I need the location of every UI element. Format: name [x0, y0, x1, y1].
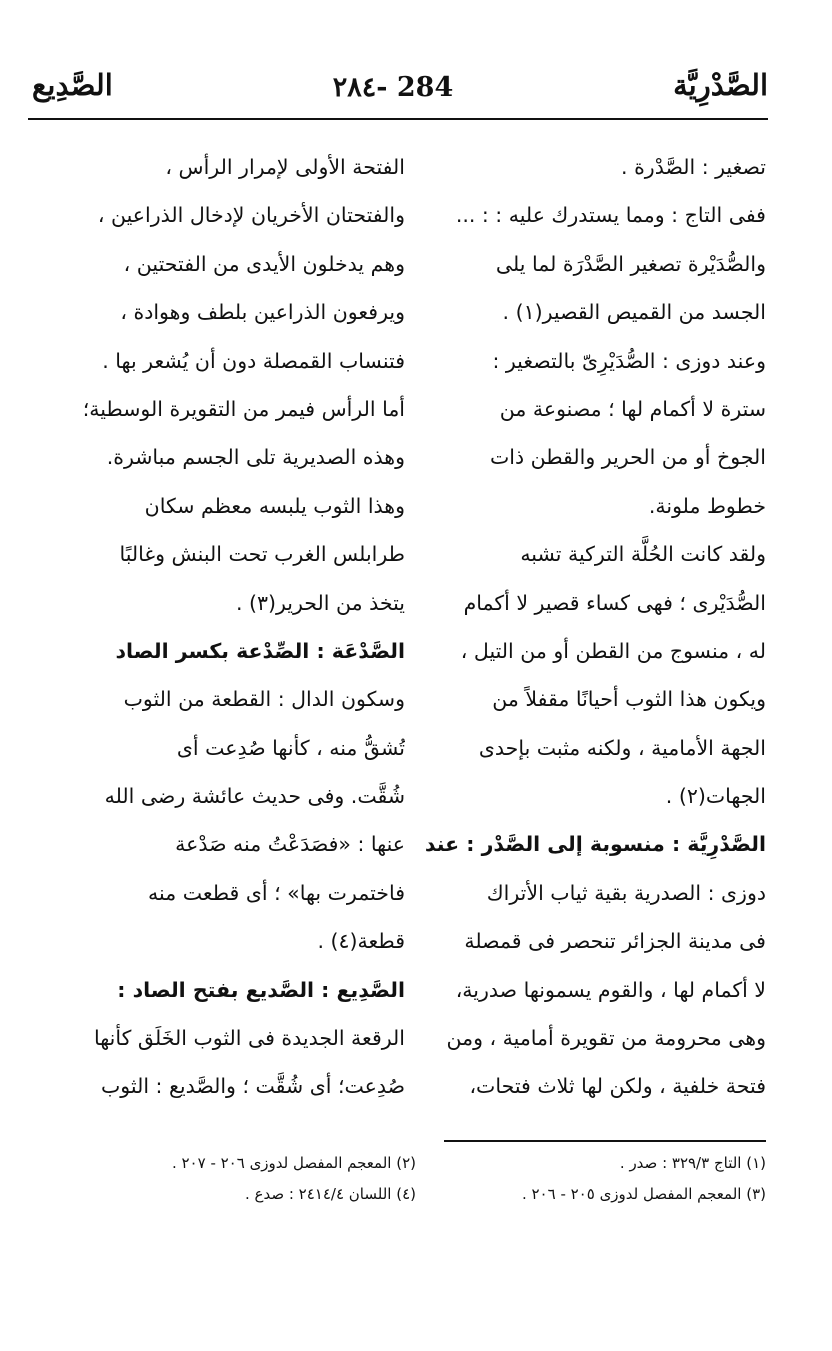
text-line: ولقد كانت الحُلَّة التركية تشبه [520, 542, 766, 567]
footnote-1: (١) التاج ٣٢٩/٣ : صدر . [619, 1154, 766, 1172]
text-line: والصُّدَيْرة تصغير الصَّدْرَة لما يلى [495, 251, 766, 276]
text-line: طرابلس الغرب تحت البنش وغالبًا [119, 542, 405, 567]
text-line: خطوط ملونة. [648, 493, 766, 518]
text-line: الصُّدَيْرى ؛ فهى كساء قصير لا أكمام [463, 590, 766, 615]
text-line: عنها : «فصَدَعْتُ منه صَدْعة [175, 832, 405, 857]
text-line: الجهة الأمامية ، ولكنه مثبت بإحدى [478, 735, 766, 760]
text-line: سترة لا أكمام لها ؛ مصنوعة من [499, 396, 766, 421]
page-header [28, 62, 768, 112]
entry-headword-line: الصَّدْرِيَّة : منسوبة إلى الصَّدْر : عند [424, 832, 766, 857]
footnote-row [66, 1179, 766, 1210]
text-line: الجوخ أو من الحرير والقطن ذات [489, 445, 766, 470]
footnote-row [66, 1148, 766, 1179]
text-line: له ، منسوج من القطن أو من التيل ، [460, 638, 766, 663]
text-line: لا أكمام لها ، والقوم يسمونها صدرية، [455, 977, 766, 1002]
text-line: فتنساب القمصلة دون أن يُشعر بها . [102, 348, 405, 373]
text-line: دوزى : الصدرية بقية ثياب الأتراك [486, 880, 766, 905]
footnote-rule [444, 1140, 766, 1142]
left-column [53, 143, 405, 1111]
footnotes [66, 1148, 766, 1210]
entry-headword-line: الصَّدْعَة : الصِّدْعة بكسر الصاد [115, 638, 405, 663]
text-line: ويرفعون الذراعين بلطف وهوادة ، [120, 300, 405, 325]
running-title-left: الصَّدِيع [32, 68, 113, 102]
text-line: وهذا الثوب يلبسه معظم سكان [144, 493, 405, 518]
footnote-4: (٤) اللسان ٢٤١٤/٤ : صدع . [244, 1185, 416, 1203]
text-line: الجسد من القميص القصير(١) . [502, 300, 766, 325]
text-line: الجهات(٢) . [665, 784, 766, 809]
text-line: ويكون هذا الثوب أحيانًا مقفلاً من [492, 687, 766, 712]
text-line: والفتحتان الأخريان لإدخال الذراعين ، [97, 203, 405, 228]
text-line: تصغير : الصَّدْرة . [621, 155, 766, 179]
text-line: وعند دوزى : الصُّدَيْرِىّ بالتصغير : [492, 348, 766, 373]
page-number: ٢٨٤- 284 [332, 72, 454, 103]
footnote-2: (٢) المعجم المفصل لدوزى ٢٠٦ - ٢٠٧ . [171, 1154, 416, 1172]
header-rule [28, 118, 768, 120]
entry-headword-line: الصَّدِيع : الصَّديع بفتح الصاد : [117, 977, 405, 1002]
text-line: وهم يدخلون الأيدى من الفتحتين ، [123, 251, 405, 276]
text-line: فاختمرت بها» ؛ أى قطعت منه [148, 880, 405, 905]
text-line: الفتحة الأولى لإمرار الرأس ، [165, 155, 405, 179]
text-line: شُقَّت. وفى حديث عائشة رضى الله [104, 784, 405, 809]
text-line: فتحة خلفية ، ولكن لها ثلاث فتحات، [469, 1074, 766, 1099]
text-line: وهذه الصديرية تلى الجسم مباشرة. [106, 445, 405, 470]
text-line: وهى محرومة من تقويرة أمامية ، ومن [446, 1026, 766, 1051]
text-line: صُدِعت؛ أى شُقَّت ؛ والصَّديع : الثوب [101, 1074, 405, 1099]
text-line: ففى التاج : ومما يستدرك عليه : : ... [455, 203, 766, 228]
text-line: فى مدينة الجزائر تنحصر فى قمصلة [464, 929, 766, 954]
text-line: تُشقُّ منه ، كأنها صُدِعت أى [176, 735, 405, 760]
footnote-3: (٣) المعجم المفصل لدوزى ٢٠٥ - ٢٠٦ . [521, 1185, 766, 1203]
right-column [414, 143, 766, 1111]
running-title-right: الصَّدْرِيَّة [673, 68, 768, 102]
text-line: يتخذ من الحرير(٣) . [235, 590, 405, 615]
text-line: وسكون الدال : القطعة من الثوب [123, 687, 405, 712]
text-line: قطعة(٤) . [317, 929, 405, 954]
text-line: أما الرأس فيمر من التقويرة الوسطية؛ [82, 396, 405, 421]
text-line: الرقعة الجديدة فى الثوب الخَلَق كأنها [93, 1026, 405, 1051]
